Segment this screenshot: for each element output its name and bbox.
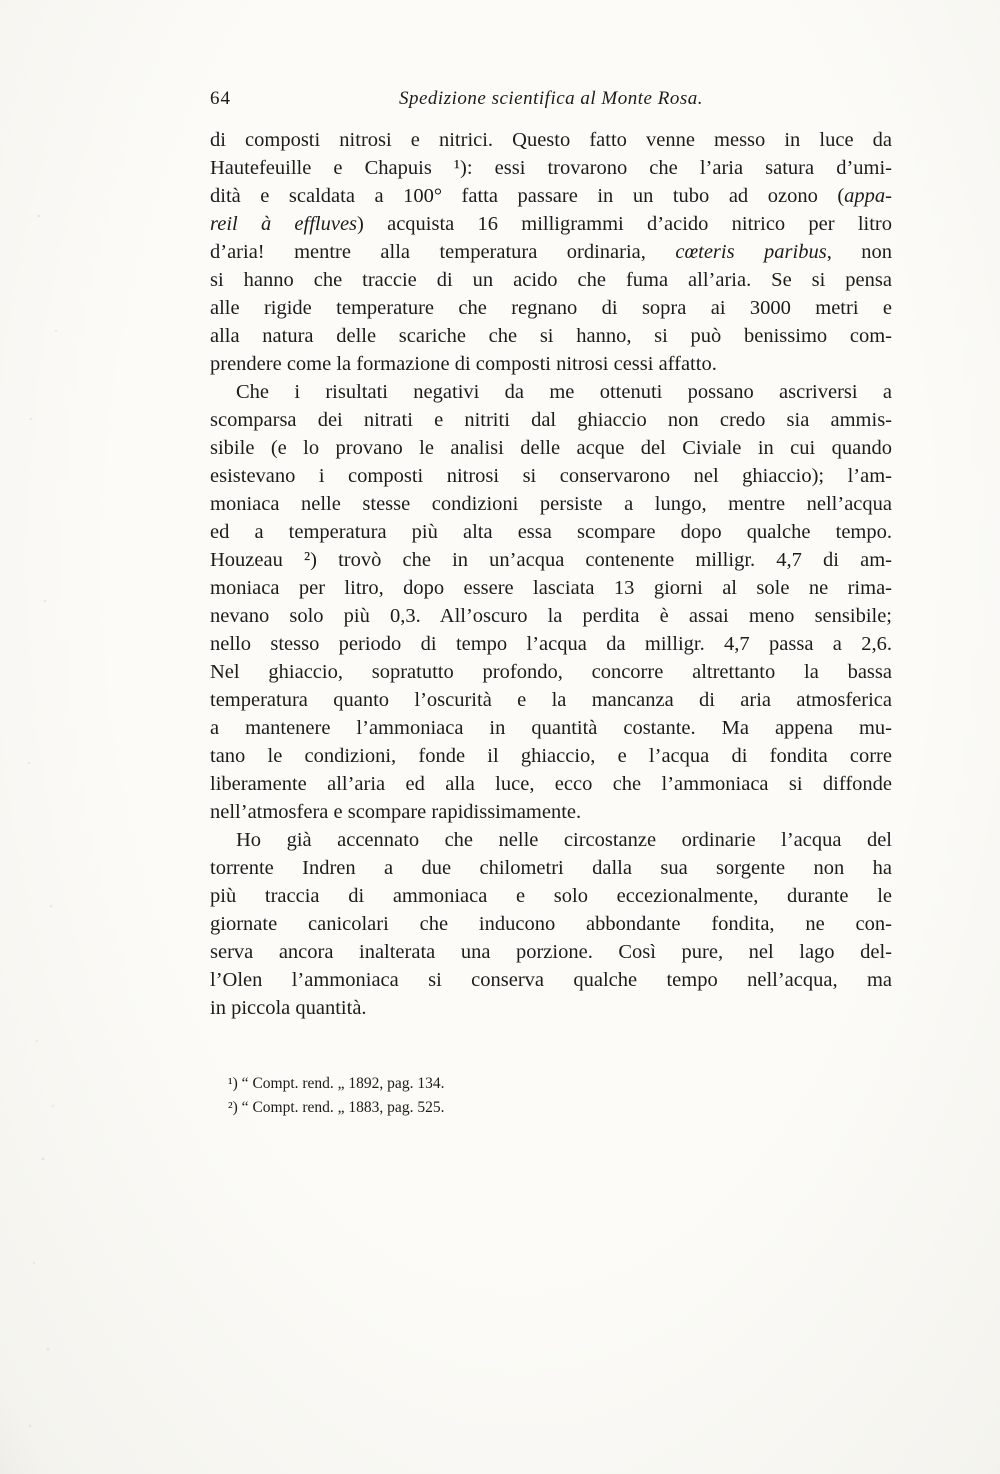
scan-speckles	[0, 0, 2, 2]
text-line: a mantenere l’ammoniaca in quantità costante. Ma appena mu-	[210, 717, 892, 739]
paragraph	[210, 378, 892, 826]
text-line: più traccia di ammoniaca e solo eccezionalmente, durante le	[210, 885, 892, 907]
text-line: temperatura quanto l’oscurità e la mancanza di aria atmosferica	[210, 689, 892, 711]
footnotes	[228, 1072, 788, 1120]
text-line: d’aria! mentre alla temperatura ordinaria, cœteris paribus, non	[210, 241, 893, 263]
text-line: liberamente all’aria ed alla luce, ecco che l’ammoniaca si diffonde	[210, 773, 892, 795]
text-line: esistevano i composti nitrosi si conservarono nel ghiaccio); l’am-	[210, 465, 892, 487]
text-line: Che i risultati negativi da me ottenuti possano ascriversi a	[236, 381, 892, 403]
text-line: reil à effluves) acquista 16 milligrammi d’acido nitrico per litro	[210, 213, 892, 235]
text-line: moniaca nelle stesse condizioni persiste a lungo, mentre nell’acqua	[210, 493, 892, 515]
text-line: dità e scaldata a 100° fatta passare in un tubo ad ozono (appa-	[210, 185, 892, 207]
text-line: sibile (e lo provano le analisi delle acque del Civiale in cui quando	[210, 437, 892, 459]
text-line: moniaca per litro, dopo essere lasciata 13 giorni al sole ne rima-	[210, 577, 892, 599]
running-head	[210, 88, 892, 114]
text-line: di composti nitrosi e nitrici. Questo fatto venne messo in luce da	[210, 129, 892, 151]
text-line: serva ancora inalterata una porzione. Così pure, nel lago del-	[210, 941, 892, 963]
text-line: alle rigide temperature che regnano di sopra ai 3000 metri e	[210, 297, 892, 319]
paragraph	[210, 126, 892, 378]
text-line: Hautefeuille e Chapuis ¹): essi trovarono che l’aria satura d’umi-	[210, 157, 892, 179]
text-line: nell’atmosfera e scompare rapidissimamente.	[210, 801, 582, 823]
text-line: Houzeau ²) trovò che in un’acqua contenente milligr. 4,7 di am-	[210, 549, 892, 571]
text-line: prendere come la formazione di composti nitrosi cessi affatto.	[210, 353, 717, 375]
text-line: tano le condizioni, fonde il ghiaccio, e l’acqua di fondita corre	[210, 745, 892, 767]
text-line: in piccola quantità.	[210, 997, 367, 1019]
text-line: l’Olen l’ammoniaca si conserva qualche tempo nell’acqua, ma	[210, 969, 892, 991]
text-line: nevano solo più 0,3. All’oscuro la perdita è assai meno sensibile;	[210, 605, 892, 627]
text-line: Nel ghiaccio, sopratutto profondo, concorre altrettanto la bassa	[210, 661, 892, 683]
page-number: 64	[210, 88, 231, 109]
text-line: si hanno che traccie di un acido che fuma all’aria. Se si pensa	[210, 269, 892, 291]
text-line: torrente Indren a due chilometri dalla sua sorgente non ha	[210, 857, 892, 879]
text-line: giornate canicolari che inducono abbondante fondita, ne con-	[210, 913, 892, 935]
text-line: nello stesso periodo di tempo l’acqua da milligr. 4,7 passa a 2,6.	[210, 633, 892, 655]
text-line: Ho già accennato che nelle circostanze ordinarie l’acqua del	[236, 829, 892, 851]
paragraph	[210, 826, 892, 1022]
text-line: ed a temperatura più alta essa scompare dopo qualche tempo.	[210, 521, 892, 543]
running-title: Spedizione scientifica al Monte Rosa.	[399, 88, 703, 109]
footnote: ¹) “ Compt. rend. „ 1892, pag. 134.	[228, 1075, 445, 1092]
footnote: ²) “ Compt. rend. „ 1883, pag. 525.	[228, 1099, 445, 1116]
text-line: alla natura delle scariche che si hanno, si può benissimo com-	[210, 325, 892, 347]
text-line: scomparsa dei nitrati e nitriti dal ghiaccio non credo sia ammis-	[210, 409, 892, 431]
body-text	[210, 126, 892, 1022]
